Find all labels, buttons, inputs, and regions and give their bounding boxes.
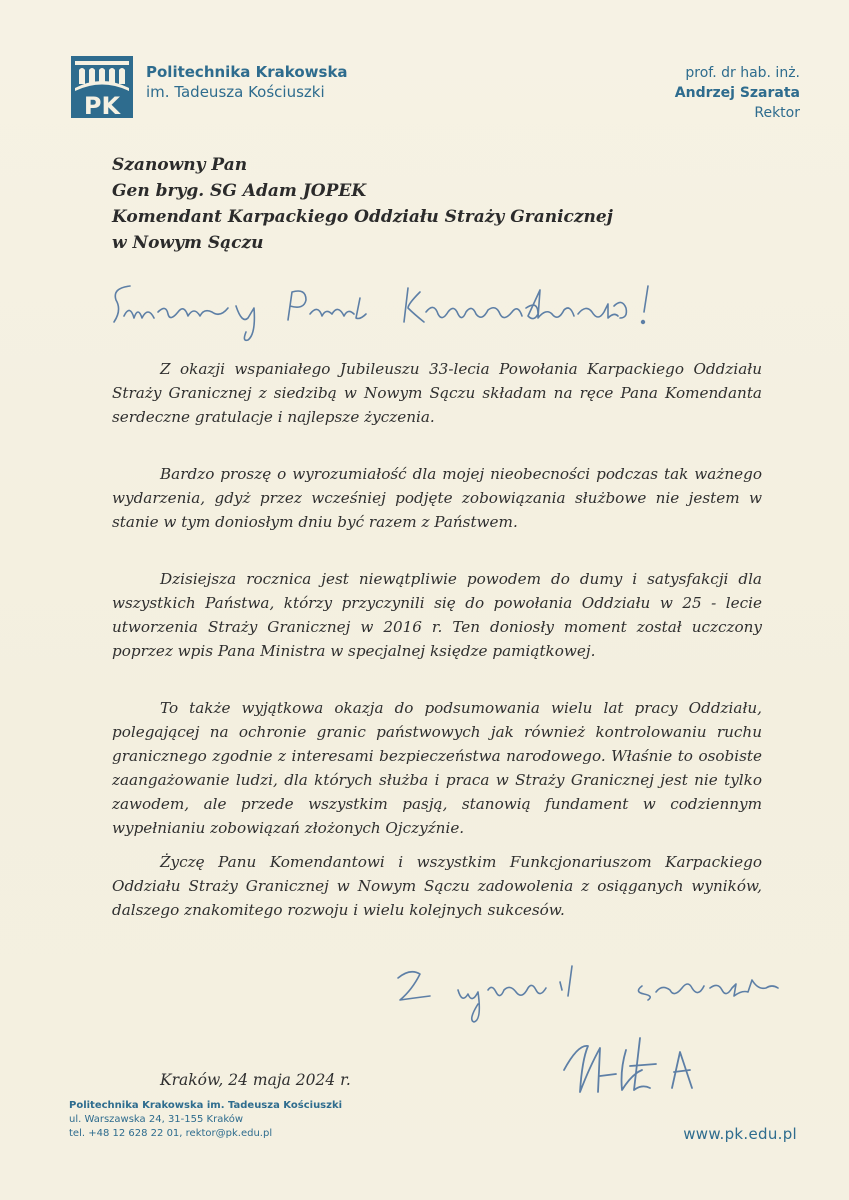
addressee-line3: Komendant Karpackiego Oddziału Straży Granicznej <box>112 207 613 227</box>
signature-mark <box>560 1030 720 1110</box>
addressee-line4: w Nowym Sączu <box>112 233 264 253</box>
university-name-line1: Politechnika Krakowska <box>146 63 348 81</box>
paragraph: To także wyjątkowa okazja do podsumowania wielu lat pracy Oddziału, polegającej na ochronie granic państwowych jak również kontrolowaniu ruchu granicznego zgodnie z interesami bezpieczeństwa narodowego. Właśnie to osobiste zaangażowanie ludzi, dla których służba i praca w Straży Granicznej jest nie tylko zawodem, ale przede wszystkim pasją, stanowią fundament w codziennym wypełnianiu zobowiązań złożonych Ojczyźnie. <box>112 699 762 837</box>
footer-line2: ul. Warszawska 24, 31-155 Kraków <box>69 1114 244 1125</box>
rector-title: prof. dr hab. inż. <box>685 65 800 81</box>
rector-role: Rektor <box>754 105 800 121</box>
paragraph: Bardzo proszę o wyrozumiałość dla mojej nieobecności podczas tak ważnego wydarzenia, gdyż przez wcześniej podjęte zobowiązania służbowe nie jestem w stanie w tym doniosłym dniu być razem z Państwem. <box>112 465 762 531</box>
paragraph: Życzę Panu Komendantowi i wszystkim Funkcjonariuszom Karpackiego Oddziału Straży Granicznej w Nowym Sączu zadowolenia z osiąganych wyników, dalszego znakomitego rozwoju i wielu kolejnych sukcesów. <box>112 853 762 919</box>
footer-line1: Politechnika Krakowska im. Tadeusza Kościuszki <box>69 1100 343 1111</box>
svg-text:PK: PK <box>83 92 121 118</box>
addressee-line1: Szanowny Pan <box>112 155 248 175</box>
addressee-line2: Gen bryg. SG Adam JOPEK <box>112 181 367 201</box>
rector-block <box>675 63 800 123</box>
paragraph: Dzisiejsza rocznica jest niewątpliwie powodem do dumy i satysfakcji dla wszystkich Państwa, którzy przyczynili się do powołania Oddziału w 25 - lecie utworzenia Straży Granicznej w 2016 r. Ten doniosły moment został uczczony poprzez wpis Pana Ministra w specjalnej księdze pamiątkowej. <box>112 570 762 660</box>
footer-website-link[interactable]: www.pk.edu.pl <box>683 1125 797 1143</box>
letter-body <box>112 357 762 955</box>
pk-logo-icon <box>71 56 133 118</box>
paragraph: Z okazji wspaniałego Jubileuszu 33-lecia Powołania Karpackiego Oddziału Straży Granicznej z siedzibą w Nowym Sączu składam na ręce Pana Komendanta serdeczne gratulacje i najlepsze życzenia. <box>112 360 762 426</box>
handwritten-closing <box>392 960 792 1030</box>
addressee-block <box>112 152 613 256</box>
university-name <box>146 62 348 102</box>
place-date: Kraków, 24 maja 2024 r. <box>160 1071 351 1089</box>
university-name-line2: im. Tadeusza Kościuszki <box>146 83 325 101</box>
footer-line3: tel. +48 12 628 22 01, rektor@pk.edu.pl <box>69 1128 273 1139</box>
footer-address <box>69 1099 342 1141</box>
handwritten-salutation <box>108 278 668 348</box>
rector-name: Andrzej Szarata <box>674 85 800 101</box>
